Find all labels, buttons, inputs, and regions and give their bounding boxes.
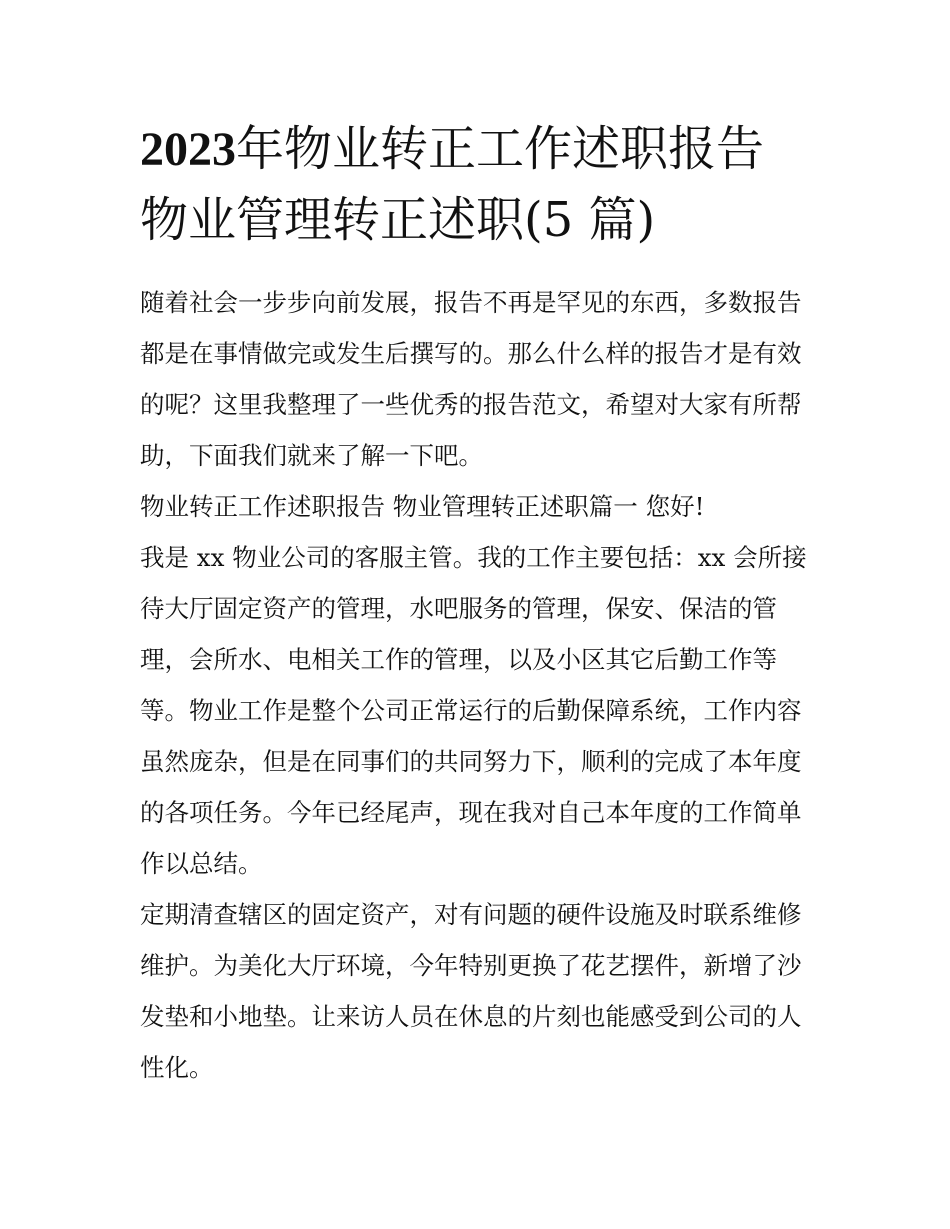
paragraph-line: 发垫和小地垫。让来访人员在休息的片刻也能感受到公司的人 [140,1002,802,1031]
paragraph-line: 虽然庞杂，但是在同事们的共同努力下，顺利的完成了本年度 [140,747,802,776]
paragraph-line: 等。物业工作是整个公司正常运行的后勤保障系统，工作内容 [140,696,802,725]
document-content [140,114,820,1093]
paragraph-self-intro [140,532,820,889]
paragraph-line: 理，会所水、电相关工作的管理，以及小区其它后勤工作等 [140,645,777,674]
title-line-1-text: 年物业转正工作述职报告 [236,121,765,177]
title-year: 2023 [140,123,236,176]
paragraph-line: 作以总结。 [140,849,263,878]
paragraph-section-heading [140,481,820,532]
paragraph-line: 待大厅固定资产的管理，水吧服务的管理，保安、保洁的管 [140,594,777,623]
title-line-1 [140,114,820,185]
paragraph-line: 的各项任务。今年已经尾声，现在我对自己本年度的工作简单 [140,798,802,827]
paragraph-line: 随着社会一步步向前发展，报告不再是罕见的东西，多数报告 [140,288,802,317]
document-body [140,277,820,1093]
paragraph-line: 的呢？这里我整理了一些优秀的报告范文，希望对大家有所帮 [140,390,802,419]
paragraph-line: 我是 xx 物业公司的客服主管。我的工作主要包括：xx 会所接 [140,543,807,572]
title-line-2-text: 物业管理转正述职(5 篇) [140,192,656,248]
title-line-2 [140,185,820,255]
paragraph-assets [140,889,820,1093]
paragraph-line: 维护。为美化大厅环境，今年特别更换了花艺摆件，新增了沙 [140,951,802,980]
paragraph-line: 定期清查辖区的固定资产，对有问题的硬件设施及时联系维修 [140,900,802,929]
paragraph-line: 物业转正工作述职报告 物业管理转正述职篇一 您好! [140,492,705,521]
paragraph-intro [140,277,820,481]
paragraph-line: 都是在事情做完或发生后撰写的。那么什么样的报告才是有效 [140,339,802,368]
paragraph-line: 助，下面我们就来了解一下吧。 [140,441,483,470]
paragraph-line: 性化。 [140,1053,214,1082]
document-title [140,114,820,255]
